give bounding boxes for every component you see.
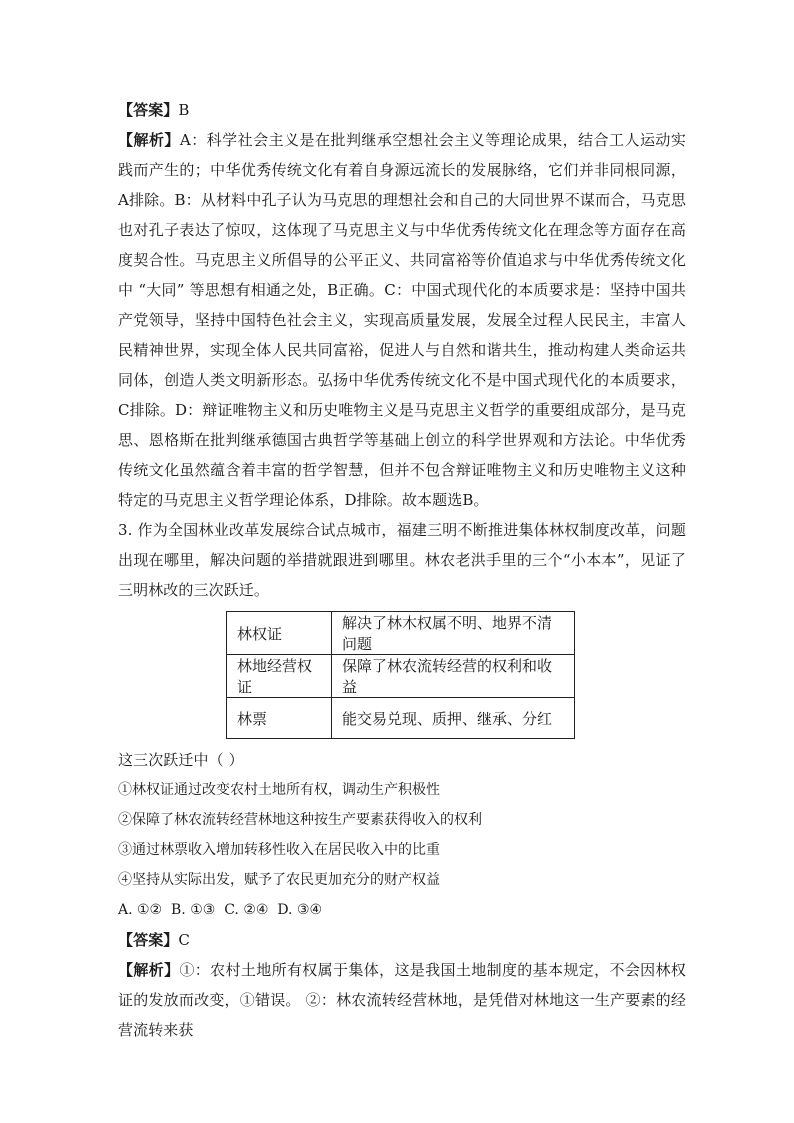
answer-label: 【答案】 bbox=[118, 101, 179, 119]
table-row bbox=[227, 612, 575, 655]
table-cell: 林权证 bbox=[227, 612, 332, 655]
q3-answer-line bbox=[118, 925, 686, 955]
q3-option: ④坚持从实际出发，赋予了农民更加充分的财产权益 bbox=[118, 872, 440, 888]
q3-answer: C bbox=[178, 931, 190, 949]
q3-analysis-text: ①：农村土地所有权属于集体，这是我国土地制度的基本规定，不会因林权证的发放而改变，①错误。 ②：林农流转经营林地，是凭借对林地这一生产要素的经营流转来获 bbox=[118, 961, 686, 1039]
answer-label: 【答案】 bbox=[118, 931, 179, 949]
table-cell: 林地经营权证 bbox=[227, 655, 332, 698]
q3-option: ①林权证通过改变农村土地所有权，调动生产积极性 bbox=[118, 782, 440, 798]
table-cell: 林票 bbox=[227, 698, 332, 739]
table-cell: 能交易兑现、质押、继承、分红 bbox=[332, 698, 575, 739]
q3-analysis bbox=[118, 955, 686, 1045]
table-row bbox=[227, 655, 575, 698]
document-page bbox=[118, 95, 686, 1045]
q2-answer: B bbox=[178, 101, 190, 119]
q3-stem: 3. 作为全国林业改革发展综合试点城市，福建三明不断推进集体林权制度改革，问题出现在哪里，解决问题的举措就跟进到哪里。林农老洪手里的三个“小本本”，见证了三明林改的三次跃迁。 bbox=[118, 521, 686, 599]
table-row bbox=[227, 698, 575, 739]
q3-option: ②保障了林农流转经营林地这种按生产要素获得收入的权利 bbox=[118, 812, 482, 828]
table-cell: 解决了林木权属不明、地界不清问题 bbox=[332, 612, 575, 655]
q3-option: ③通过林票收入增加转移性收入在居民收入中的比重 bbox=[118, 842, 440, 858]
table-cell: 保障了林农流转经营的权利和收益 bbox=[332, 655, 575, 698]
q2-answer-line bbox=[118, 95, 686, 125]
forest-rights-table bbox=[226, 611, 575, 739]
q3-choices: A. ①② B. ①③ C. ②④ D. ③④ bbox=[118, 902, 323, 918]
q2-analysis bbox=[118, 125, 686, 515]
q2-analysis-text: A：科学社会主义是在批判继承空想社会主义等理论成果，结合工人运动实践而产生的；中华优秀传统文化有着自身源远流长的发展脉络，它们并非同根同源，A排除。B：从材料中孔子认为马克思的理想社会和自己的大同世界不谋而合，马克思也对孔子表达了惊叹，这体现了马克思主义与中华优秀传统文化在理念等方面存在高度契合性。马克思主义所倡导的公平正义、共同富裕等价值追求与中华优秀传统文化中 “大同” 等思想有相通之处，B正确。C：中国式现代化的本质要求是：坚持中国共产党领导，坚持中国特色社会主义，实现高质量发展，发展全过程人民民主，丰富人民精神世界，实现全体人民共同富裕，促进人与自然和谐共生，推动构建人类命运共同体，创造人类文明新形态。弘扬中华优秀传统文化不是中国式现代化的本质要求，C排除。D：辩证唯物主义和历史唯物主义是马克思主义哲学的重要组成部分，是马克思、恩格斯在批判继承德国古典哲学等基础上创立的科学世界观和方法论。中华优秀传统文化虽然蕴含着丰富的哲学智慧，但并不包含辩证唯物主义和历史唯物主义这种特定的马克思主义哲学理论体系，D排除。故本题选B。 bbox=[118, 131, 687, 509]
analysis-label: 【解析】 bbox=[118, 961, 180, 979]
analysis-label: 【解析】 bbox=[118, 131, 180, 149]
q3-prompt: 这三次跃迁中（ ） bbox=[118, 751, 244, 769]
